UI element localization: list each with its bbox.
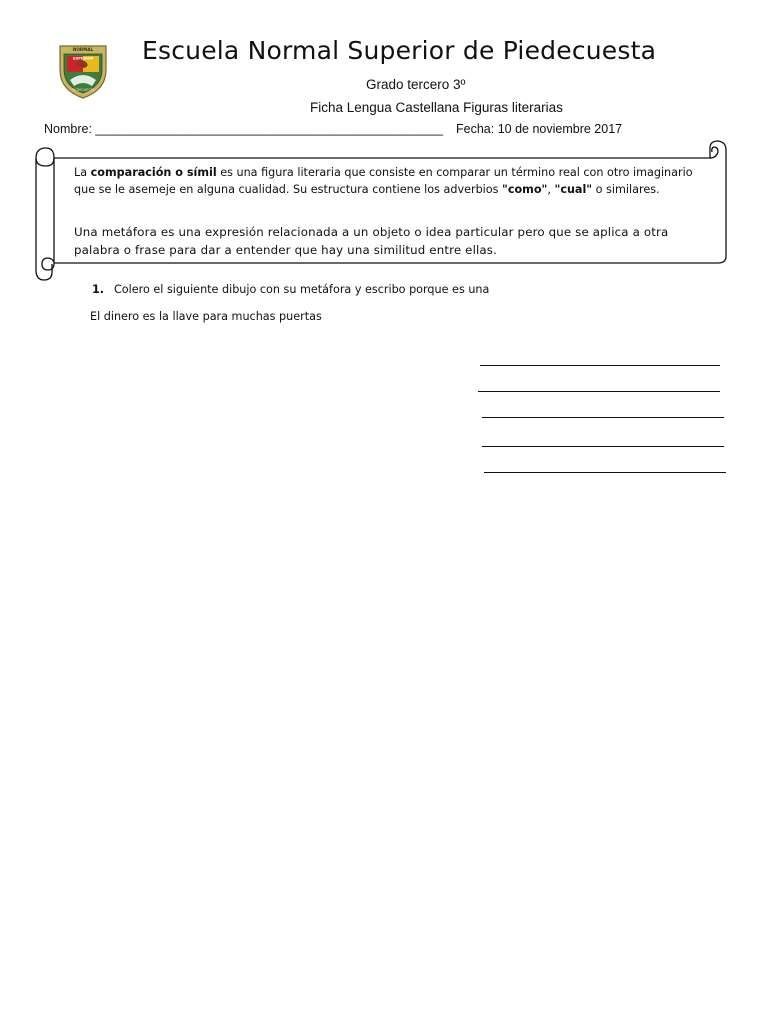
simile-term: comparación o símil — [90, 166, 217, 179]
name-label: Nombre: — [44, 122, 92, 136]
metaphor-definition: Una metáfora es una expresión relacionada a un objeto o idea particular pero que se aplica a otra palabra o frase para dar a entender que hay una similitud entre ellas. — [74, 225, 669, 257]
exercise-question — [92, 283, 489, 296]
date-value: 10 de noviembre 2017 — [497, 122, 623, 136]
answer-line[interactable] — [482, 417, 724, 418]
school-crest-logo — [56, 40, 110, 100]
simile-adverb-cual: "cual" — [554, 182, 593, 196]
simile-body: es una figura literaria que consiste en comparar un término real con otro imaginario que se le asemeje en alguna cualidad. Su estructura contiene los adverbios — [74, 166, 693, 196]
question-instruction: Colero el siguiente dibujo con su metáfora y escribo porque es una — [114, 283, 490, 296]
simile-suffix: o similares. — [592, 182, 660, 196]
simile-definition — [74, 165, 704, 198]
logo-bottom-text: PIEDECUESTA — [71, 88, 95, 92]
answer-line[interactable] — [480, 365, 720, 366]
answer-line[interactable] — [482, 446, 724, 447]
simile-prefix: La — [74, 166, 88, 179]
answer-line[interactable] — [478, 391, 720, 392]
student-info-row — [44, 122, 694, 136]
logo-top-text: NORMAL — [72, 47, 94, 52]
date-label: Fecha: — [456, 122, 495, 136]
name-blank-line[interactable]: __________________________________________________ — [95, 122, 444, 136]
grade-label: Grado tercero 3º — [366, 77, 466, 92]
worksheet-title: Ficha Lengua Castellana Figuras literarias — [310, 100, 563, 115]
school-title: Escuela Normal Superior de Piedecuesta — [142, 36, 657, 65]
simile-adverb-como: "como" — [502, 182, 548, 196]
simile-separator: , — [547, 182, 555, 196]
metaphor-sentence: El dinero es la llave para muchas puertas — [90, 310, 322, 323]
logo-band-text: SUPERIOR — [72, 56, 94, 61]
question-number: 1. — [92, 283, 105, 296]
answer-line[interactable] — [484, 472, 726, 473]
definition-scroll-frame — [30, 138, 730, 283]
